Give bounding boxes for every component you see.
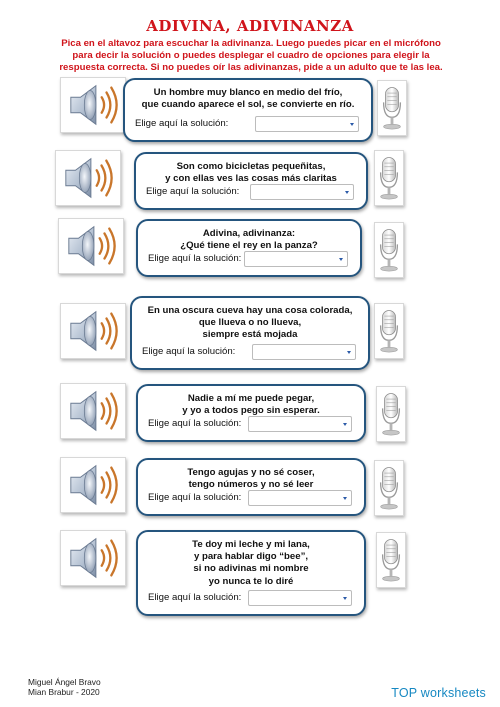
riddle-box-4 [130,296,370,370]
speaker-icon [61,304,125,358]
topworksheets-logo[interactable] [391,686,486,700]
answer-row [148,590,352,606]
speaker-icon [61,78,125,132]
author-name: Miguel Ángel Bravo [28,677,101,687]
answer-row [148,416,352,432]
riddle-text [138,393,364,417]
answer-label: Elige aquí la solución: [148,592,242,603]
riddle-text [138,228,360,252]
speaker-icon [61,384,125,438]
microphone-icon [375,151,403,205]
chevron-down-icon [343,497,347,500]
solution-dropdown-1[interactable] [255,116,359,132]
author-credit [28,677,101,697]
speaker-button-4[interactable] [60,303,126,359]
microphone-button-3[interactable] [374,222,404,278]
microphone-button-5[interactable] [376,386,406,442]
riddle-box-6 [136,458,366,516]
instructions [28,38,474,73]
answer-label: Elige aquí la solución: [148,418,242,429]
riddle-line: Nadie a mí me puede pegar, [187,393,315,404]
riddle-line: Son como bicicletas pequeñitas, [176,161,326,172]
speaker-button-7[interactable] [60,530,126,586]
speaker-icon [61,458,125,512]
answer-row [135,116,359,132]
speaker-icon [59,219,123,273]
answer-label: Elige aquí la solución: [148,492,242,503]
riddle-line: tengo números y no sé leer [188,479,314,491]
riddle-line: Un hombre muy blanco en medio del frío, [153,87,343,98]
chevron-down-icon [339,258,343,261]
riddle-box-5 [136,384,366,442]
answer-row [142,344,356,360]
microphone-icon [375,304,403,358]
riddle-line: si no adivinas mi nombre [193,563,309,575]
speaker-button-5[interactable] [60,383,126,439]
riddle-text [132,305,368,342]
microphone-button-4[interactable] [374,303,404,359]
author-source: Mian Brabur - 2020 [28,687,100,697]
riddle-box-2 [134,152,368,210]
brand-top: TOP [391,686,418,700]
riddle-line: y con ellas ves las cosas más claritas [165,173,337,185]
riddle-text [138,539,364,588]
riddle-line: y yo a todos pego sin esperar. [182,405,320,417]
riddle-line: y para hablar digo “bee”, [193,551,309,563]
answer-label: Elige aquí la solución: [148,253,242,264]
microphone-icon [377,533,405,587]
solution-dropdown-5[interactable] [248,416,352,432]
solution-dropdown-3[interactable] [244,251,348,267]
microphone-icon [378,81,406,135]
riddle-box-1 [123,78,373,142]
answer-row [146,184,354,200]
microphone-icon [375,223,403,277]
riddle-line: En una oscura cueva hay una cosa colorada, [147,305,353,316]
instructions-line: Pica en el altavoz para escuchar la adivinanza. Luego puedes picar en el micrófono [61,38,441,49]
microphone-icon [377,387,405,441]
brand-worksheets: worksheets [420,686,486,700]
chevron-down-icon [343,423,347,426]
microphone-button-2[interactable] [374,150,404,206]
instructions-line: para decir la solución o puedes desplegar el cuadro de opciones para elegir la [72,49,430,61]
chevron-down-icon [350,123,354,126]
microphone-button-1[interactable] [377,80,407,136]
riddle-line: yo nunca te lo diré [208,575,294,587]
riddle-text [125,87,371,111]
instructions-line: respuesta correcta. Si no puedes oír las adivinanzas, pide a un adulto que te las lea. [59,61,443,73]
speaker-button-6[interactable] [60,457,126,513]
answer-label: Elige aquí la solución: [135,118,229,129]
solution-dropdown-6[interactable] [248,490,352,506]
riddle-line: que cuando aparece el sol, se convierte en río. [141,99,355,111]
riddle-box-7 [136,530,366,616]
riddle-line: que llueva o no llueva, [198,317,302,329]
speaker-button-1[interactable] [60,77,126,133]
chevron-down-icon [343,597,347,600]
solution-dropdown-2[interactable] [250,184,354,200]
speaker-icon [61,531,125,585]
speaker-button-2[interactable] [55,150,121,206]
solution-dropdown-7[interactable] [248,590,352,606]
microphone-button-6[interactable] [374,460,404,516]
answer-row [148,490,352,506]
microphone-icon [375,461,403,515]
answer-row [148,251,348,267]
riddle-line: siempre está mojada [202,329,298,341]
solution-dropdown-4[interactable] [252,344,356,360]
riddle-line: Adivina, adivinanza: [202,228,296,239]
page-title: ADIVINA, ADIVINANZA [146,17,354,35]
riddle-text [136,161,366,185]
answer-label: Elige aquí la solución: [142,346,236,357]
microphone-button-7[interactable] [376,532,406,588]
riddle-box-3 [136,219,362,277]
riddle-text [138,467,364,491]
riddle-line: ¿Qué tiene el rey en la panza? [180,240,318,252]
riddle-line: Te doy mi leche y mi lana, [192,539,310,550]
chevron-down-icon [345,191,349,194]
answer-label: Elige aquí la solución: [146,186,240,197]
speaker-button-3[interactable] [58,218,124,274]
riddle-line: Tengo agujas y no sé coser, [187,467,315,478]
speaker-icon [56,151,120,205]
chevron-down-icon [347,351,351,354]
